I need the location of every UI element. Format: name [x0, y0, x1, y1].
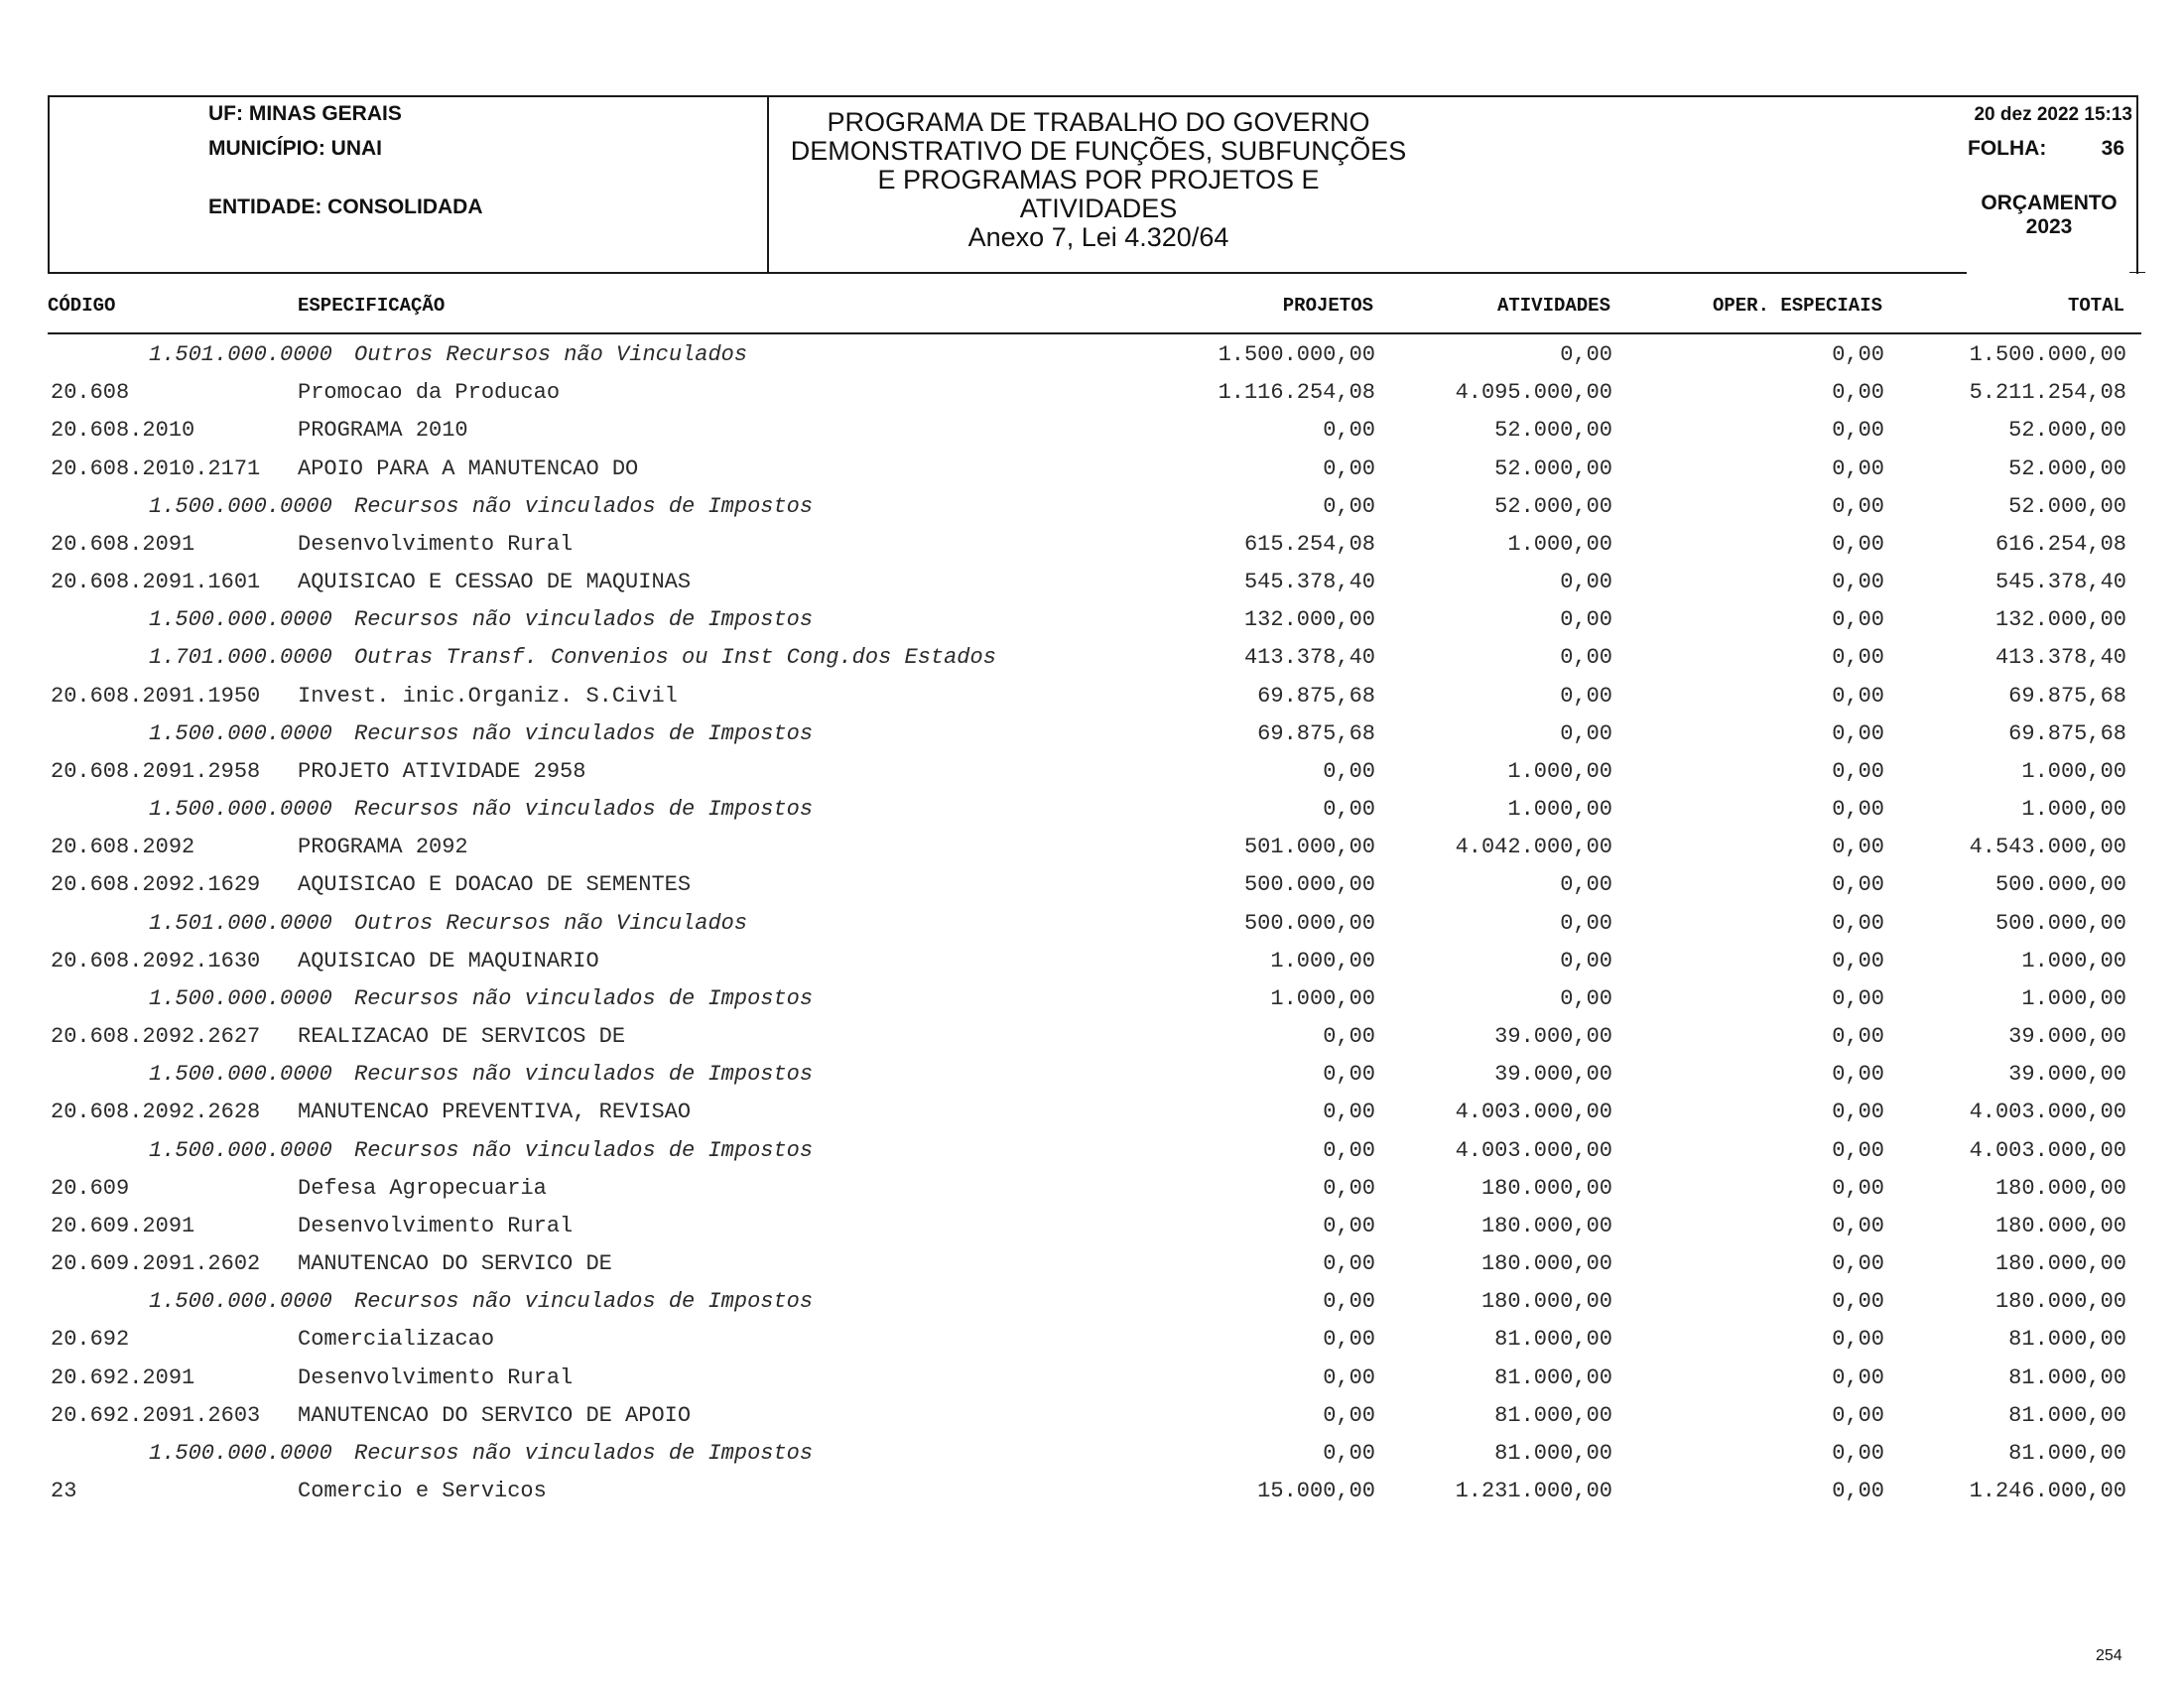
table-row-funding-source: [0, 336, 2184, 374]
table-row: [0, 678, 2184, 715]
cell-codigo: 1.500.000.0000: [149, 1137, 332, 1163]
cell-oper-especiais: 0,00: [1832, 1024, 1884, 1050]
cell-total: 4.543.000,00: [1969, 835, 2126, 860]
cell-atividades: 81.000,00: [1494, 1364, 1612, 1390]
cell-especificacao: MANUTENCAO DO SERVICO DE: [298, 1251, 612, 1277]
cell-atividades: 1.000,00: [1507, 797, 1612, 823]
cell-especificacao: APOIO PARA A MANUTENCAO DO: [298, 455, 639, 481]
cell-oper-especiais: 0,00: [1832, 797, 1884, 823]
cell-projetos: 0,00: [1323, 1251, 1375, 1277]
cell-especificacao: Recursos não vinculados de Impostos: [354, 720, 814, 746]
header-bottom-rule: [48, 272, 1967, 274]
cell-codigo: 1.500.000.0000: [149, 985, 332, 1011]
cell-codigo: 1.500.000.0000: [149, 1440, 332, 1466]
cell-codigo: 20.608.2092.2627: [51, 1024, 261, 1050]
cell-atividades: 4.042.000,00: [1455, 835, 1612, 860]
cell-oper-especiais: 0,00: [1832, 1364, 1884, 1390]
page-number: 254: [2096, 1647, 2122, 1664]
cell-total: 52.000,00: [2008, 493, 2126, 519]
cell-atividades: 0,00: [1560, 985, 1612, 1011]
table-row: [0, 943, 2184, 980]
cell-codigo: 1.501.000.0000: [149, 910, 332, 936]
cell-projetos: 69.875,68: [1257, 720, 1375, 746]
entidade-label: ENTIDADE: CONSOLIDADA: [208, 195, 483, 218]
cell-codigo: 20.608.2091: [51, 531, 195, 557]
cell-atividades: 4.003.000,00: [1455, 1137, 1612, 1163]
cell-codigo: 20.608.2010.2171: [51, 455, 261, 481]
table-row-funding-source: [0, 905, 2184, 943]
table-row-funding-source: [0, 715, 2184, 753]
cell-oper-especiais: 0,00: [1832, 1440, 1884, 1466]
cell-projetos: 413.378,40: [1243, 645, 1375, 671]
col-header-total: TOTAL: [2067, 295, 2124, 317]
table-row-funding-source: [0, 980, 2184, 1018]
cell-projetos: 0,00: [1323, 1364, 1375, 1390]
cell-projetos: 1.000,00: [1270, 985, 1375, 1011]
cell-total: 545.378,40: [1994, 570, 2126, 595]
cell-projetos: 500.000,00: [1243, 910, 1375, 936]
cell-especificacao: Recursos não vinculados de Impostos: [354, 1440, 814, 1466]
cell-total: 1.000,00: [2021, 948, 2126, 974]
table-row: [0, 866, 2184, 904]
table-row-funding-source: [0, 1283, 2184, 1321]
cell-projetos: 69.875,68: [1257, 683, 1375, 709]
cell-projetos: 545.378,40: [1243, 570, 1375, 595]
cell-atividades: 180.000,00: [1480, 1213, 1612, 1238]
cell-oper-especiais: 0,00: [1832, 570, 1884, 595]
municipio-label: MUNICÍPIO: UNAI: [208, 137, 382, 160]
cell-total: 180.000,00: [1994, 1175, 2126, 1201]
cell-codigo: 20.692: [51, 1327, 130, 1353]
cell-atividades: 4.003.000,00: [1455, 1100, 1612, 1125]
cell-atividades: 81.000,00: [1494, 1402, 1612, 1428]
cell-total: 4.003.000,00: [1969, 1137, 2126, 1163]
cell-projetos: 1.500.000,00: [1218, 342, 1375, 367]
cell-oper-especiais: 0,00: [1832, 758, 1884, 784]
cell-oper-especiais: 0,00: [1832, 835, 1884, 860]
cell-codigo: 20.609.2091: [51, 1213, 195, 1238]
cell-atividades: 39.000,00: [1494, 1024, 1612, 1050]
table-row: [0, 1018, 2184, 1056]
cell-projetos: 500.000,00: [1243, 872, 1375, 898]
cell-oper-especiais: 0,00: [1832, 1327, 1884, 1353]
table-row: [0, 374, 2184, 412]
cell-oper-especiais: 0,00: [1832, 985, 1884, 1011]
table-row: [0, 412, 2184, 450]
cell-oper-especiais: 0,00: [1832, 493, 1884, 519]
col-header-atividades: ATIVIDADES: [1496, 295, 1610, 317]
col-header-oper-especiais: OPER. ESPECIAIS: [1712, 295, 1882, 317]
cell-total: 4.003.000,00: [1969, 1100, 2126, 1125]
cell-projetos: 0,00: [1323, 1100, 1375, 1125]
cell-oper-especiais: 0,00: [1832, 1062, 1884, 1088]
cell-especificacao: Recursos não vinculados de Impostos: [354, 493, 814, 519]
cell-codigo: 1.701.000.0000: [149, 645, 332, 671]
report-title-line: Anexo 7, Lei 4.320/64: [967, 222, 1229, 252]
cell-codigo: 1.500.000.0000: [149, 797, 332, 823]
header-right-border: [2136, 95, 2138, 274]
cell-total: 81.000,00: [2008, 1327, 2126, 1353]
cell-codigo: 20.609: [51, 1175, 130, 1201]
cell-projetos: 0,00: [1323, 418, 1375, 444]
cell-especificacao: PROGRAMA 2092: [298, 835, 468, 860]
cell-projetos: 0,00: [1323, 1062, 1375, 1088]
header-top-rule: [48, 95, 2138, 97]
cell-codigo: 1.500.000.0000: [149, 720, 332, 746]
cell-atividades: 0,00: [1560, 607, 1612, 633]
cell-projetos: 0,00: [1323, 1402, 1375, 1428]
table-row-funding-source: [0, 1132, 2184, 1170]
cell-total: 1.000,00: [2021, 797, 2126, 823]
cell-total: 180.000,00: [1994, 1289, 2126, 1315]
header-left-border: [48, 95, 50, 274]
cell-total: 1.000,00: [2021, 758, 2126, 784]
uf-label: UF: MINAS GERAIS: [208, 102, 402, 125]
cell-oper-especiais: 0,00: [1832, 380, 1884, 406]
table-row: [0, 564, 2184, 601]
cell-especificacao: AQUISICAO E CESSAO DE MAQUINAS: [298, 570, 692, 595]
cell-codigo: 1.500.000.0000: [149, 607, 332, 633]
cell-oper-especiais: 0,00: [1832, 720, 1884, 746]
cell-codigo: 1.500.000.0000: [149, 493, 332, 519]
cell-especificacao: Desenvolvimento Rural: [298, 1213, 574, 1238]
cell-codigo: 20.609.2091.2602: [51, 1251, 261, 1277]
table-row-funding-source: [0, 1435, 2184, 1473]
cell-total: 1.246.000,00: [1969, 1479, 2126, 1504]
cell-projetos: 0,00: [1323, 493, 1375, 519]
cell-total: 81.000,00: [2008, 1440, 2126, 1466]
cell-projetos: 15.000,00: [1257, 1479, 1375, 1504]
cell-oper-especiais: 0,00: [1832, 1100, 1884, 1125]
cell-especificacao: REALIZACAO DE SERVICOS DE: [298, 1024, 626, 1050]
cell-total: 180.000,00: [1994, 1213, 2126, 1238]
cell-total: 39.000,00: [2008, 1062, 2126, 1088]
cell-especificacao: Recursos não vinculados de Impostos: [354, 607, 814, 633]
cell-total: 413.378,40: [1994, 645, 2126, 671]
cell-projetos: 0,00: [1323, 1024, 1375, 1050]
cell-projetos: 501.000,00: [1243, 835, 1375, 860]
col-header-especificacao: ESPECIFICAÇÃO: [298, 295, 446, 317]
cell-oper-especiais: 0,00: [1832, 948, 1884, 974]
table-row-funding-source: [0, 1056, 2184, 1094]
cell-codigo: 20.608.2091.2958: [51, 758, 261, 784]
cell-total: 39.000,00: [2008, 1024, 2126, 1050]
cell-oper-especiais: 0,00: [1832, 1402, 1884, 1428]
cell-oper-especiais: 0,00: [1832, 1213, 1884, 1238]
cell-total: 616.254,08: [1994, 531, 2126, 557]
cell-atividades: 180.000,00: [1480, 1251, 1612, 1277]
cell-projetos: 0,00: [1323, 1175, 1375, 1201]
cell-codigo: 20.608.2092.2628: [51, 1100, 261, 1125]
cell-atividades: 81.000,00: [1494, 1440, 1612, 1466]
report-title: [751, 108, 1446, 252]
cell-projetos: 0,00: [1323, 1327, 1375, 1353]
cell-oper-especiais: 0,00: [1832, 1137, 1884, 1163]
cell-atividades: 39.000,00: [1494, 1062, 1612, 1088]
cell-total: 81.000,00: [2008, 1402, 2126, 1428]
cell-especificacao: Recursos não vinculados de Impostos: [354, 1289, 814, 1315]
report-datetime: 20 dez 2022 15:13: [1974, 104, 2132, 125]
report-title-line: ATIVIDADES: [1019, 194, 1178, 223]
cell-codigo: 23: [51, 1479, 77, 1504]
cell-oper-especiais: 0,00: [1832, 1479, 1884, 1504]
cell-codigo: 20.608.2091.1950: [51, 683, 261, 709]
table-row: [0, 1170, 2184, 1208]
cell-total: 180.000,00: [1994, 1251, 2126, 1277]
orcamento-label: ORÇAMENTO: [1981, 192, 2118, 214]
col-header-codigo: CÓDIGO: [48, 295, 116, 317]
cell-oper-especiais: 0,00: [1832, 455, 1884, 481]
table-row: [0, 1397, 2184, 1435]
cell-especificacao: Desenvolvimento Rural: [298, 1364, 574, 1390]
cell-atividades: 180.000,00: [1480, 1175, 1612, 1201]
table-row: [0, 829, 2184, 866]
cell-codigo: 1.501.000.0000: [149, 342, 332, 367]
cell-atividades: 0,00: [1560, 683, 1612, 709]
cell-projetos: 0,00: [1323, 758, 1375, 784]
cell-projetos: 0,00: [1323, 1289, 1375, 1315]
cell-total: 52.000,00: [2008, 455, 2126, 481]
orcamento-year: 2023: [2025, 215, 2073, 238]
cell-atividades: 0,00: [1560, 342, 1612, 367]
cell-projetos: 0,00: [1323, 1213, 1375, 1238]
cell-especificacao: Outros Recursos não Vinculados: [354, 910, 748, 936]
table-row: [0, 1094, 2184, 1131]
cell-atividades: 0,00: [1560, 910, 1612, 936]
cell-especificacao: Desenvolvimento Rural: [298, 531, 574, 557]
cell-total: 69.875,68: [2008, 720, 2126, 746]
cell-atividades: 1.000,00: [1507, 531, 1612, 557]
cell-projetos: 1.000,00: [1270, 948, 1375, 974]
cell-projetos: 0,00: [1323, 797, 1375, 823]
table-row: [0, 753, 2184, 791]
cell-total: 132.000,00: [1994, 607, 2126, 633]
cell-oper-especiais: 0,00: [1832, 910, 1884, 936]
cell-codigo: 20.692.2091.2603: [51, 1402, 261, 1428]
table-row-funding-source: [0, 791, 2184, 829]
cell-projetos: 132.000,00: [1243, 607, 1375, 633]
table-row: [0, 451, 2184, 488]
cell-especificacao: MANUTENCAO DO SERVICO DE APOIO: [298, 1402, 692, 1428]
cell-projetos: 0,00: [1323, 455, 1375, 481]
cell-projetos: 1.116.254,08: [1218, 380, 1375, 406]
cell-atividades: 4.095.000,00: [1455, 380, 1612, 406]
table-row: [0, 1360, 2184, 1397]
cell-oper-especiais: 0,00: [1832, 607, 1884, 633]
cell-total: 81.000,00: [2008, 1364, 2126, 1390]
cell-total: 5.211.254,08: [1969, 380, 2126, 406]
cell-total: 500.000,00: [1994, 872, 2126, 898]
cell-especificacao: Recursos não vinculados de Impostos: [354, 1062, 814, 1088]
cell-especificacao: Promocao da Producao: [298, 380, 561, 406]
cell-atividades: 1.231.000,00: [1455, 1479, 1612, 1504]
cell-oper-especiais: 0,00: [1832, 418, 1884, 444]
cell-atividades: 0,00: [1560, 645, 1612, 671]
cell-atividades: 81.000,00: [1494, 1327, 1612, 1353]
cell-oper-especiais: 0,00: [1832, 342, 1884, 367]
cell-total: 500.000,00: [1994, 910, 2126, 936]
cell-atividades: 0,00: [1560, 948, 1612, 974]
cell-oper-especiais: 0,00: [1832, 1175, 1884, 1201]
cell-codigo: 20.608.2092.1629: [51, 872, 261, 898]
cell-oper-especiais: 0,00: [1832, 531, 1884, 557]
cell-especificacao: Outros Recursos não Vinculados: [354, 342, 748, 367]
cell-atividades: 52.000,00: [1494, 455, 1612, 481]
cell-total: 69.875,68: [2008, 683, 2126, 709]
cell-especificacao: MANUTENCAO PREVENTIVA, REVISAO: [298, 1100, 692, 1125]
cell-oper-especiais: 0,00: [1832, 1251, 1884, 1277]
cell-atividades: 0,00: [1560, 570, 1612, 595]
column-header-rule: [48, 332, 2141, 334]
cell-projetos: 0,00: [1323, 1440, 1375, 1466]
cell-codigo: 20.608.2092.1630: [51, 948, 261, 974]
folha-label: FOLHA:: [1968, 137, 2047, 160]
cell-especificacao: PROGRAMA 2010: [298, 418, 468, 444]
col-header-projetos: PROJETOS: [1282, 295, 1373, 317]
table-row-funding-source: [0, 601, 2184, 639]
header-bottom-tick: [2129, 272, 2145, 273]
cell-especificacao: Recursos não vinculados de Impostos: [354, 797, 814, 823]
table-row: [0, 1208, 2184, 1245]
cell-atividades: 1.000,00: [1507, 758, 1612, 784]
table-row: [0, 1473, 2184, 1510]
cell-atividades: 0,00: [1560, 872, 1612, 898]
cell-total: 1.000,00: [2021, 985, 2126, 1011]
cell-especificacao: Recursos não vinculados de Impostos: [354, 1137, 814, 1163]
table-row-funding-source: [0, 488, 2184, 526]
cell-total: 1.500.000,00: [1969, 342, 2126, 367]
cell-especificacao: Defesa Agropecuaria: [298, 1175, 547, 1201]
cell-codigo: 1.500.000.0000: [149, 1289, 332, 1315]
cell-especificacao: Outras Transf. Convenios ou Inst Cong.dos Estados: [354, 645, 996, 671]
table-row: [0, 1245, 2184, 1283]
cell-codigo: 20.692.2091: [51, 1364, 195, 1390]
report-title-line: DEMONSTRATIVO DE FUNÇÕES, SUBFUNÇÕES: [790, 136, 1407, 166]
cell-especificacao: AQUISICAO E DOACAO DE SEMENTES: [298, 872, 692, 898]
report-title-line: PROGRAMA DE TRABALHO DO GOVERNO: [827, 107, 1370, 137]
cell-especificacao: Comercializacao: [298, 1327, 495, 1353]
report-title-line: E PROGRAMAS POR PROJETOS E: [877, 165, 1320, 195]
cell-especificacao: Recursos não vinculados de Impostos: [354, 985, 814, 1011]
cell-codigo: 20.608: [51, 380, 130, 406]
cell-atividades: 180.000,00: [1480, 1289, 1612, 1315]
cell-projetos: 615.254,08: [1243, 531, 1375, 557]
table-row: [0, 1321, 2184, 1359]
table-row: [0, 526, 2184, 564]
cell-codigo: 1.500.000.0000: [149, 1062, 332, 1088]
cell-especificacao: AQUISICAO DE MAQUINARIO: [298, 948, 599, 974]
cell-atividades: 0,00: [1560, 720, 1612, 746]
cell-codigo: 20.608.2092: [51, 835, 195, 860]
table-row-funding-source: [0, 639, 2184, 677]
cell-especificacao: Comercio e Servicos: [298, 1479, 547, 1504]
cell-especificacao: PROJETO ATIVIDADE 2958: [298, 758, 586, 784]
cell-projetos: 0,00: [1323, 1137, 1375, 1163]
cell-total: 52.000,00: [2008, 418, 2126, 444]
cell-atividades: 52.000,00: [1494, 418, 1612, 444]
folha-value: 36: [2101, 137, 2124, 160]
cell-codigo: 20.608.2091.1601: [51, 570, 261, 595]
cell-oper-especiais: 0,00: [1832, 1289, 1884, 1315]
cell-codigo: 20.608.2010: [51, 418, 195, 444]
cell-oper-especiais: 0,00: [1832, 683, 1884, 709]
cell-oper-especiais: 0,00: [1832, 872, 1884, 898]
cell-atividades: 52.000,00: [1494, 493, 1612, 519]
cell-especificacao: Invest. inic.Organiz. S.Civil: [298, 683, 678, 709]
cell-oper-especiais: 0,00: [1832, 645, 1884, 671]
